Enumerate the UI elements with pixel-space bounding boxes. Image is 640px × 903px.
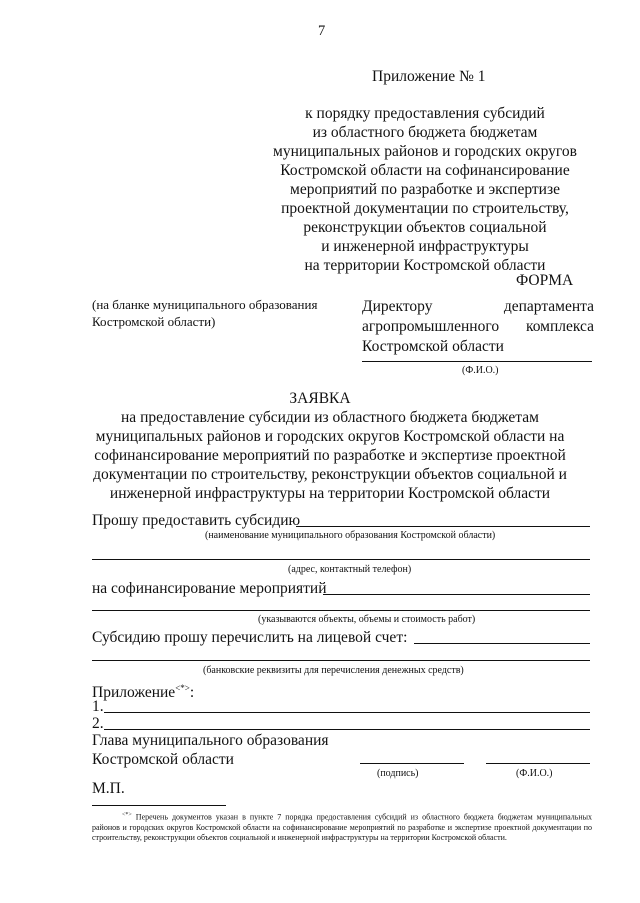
appendix-line: муниципальных районов и городских округов xyxy=(273,143,577,160)
account-label: Субсидию прошу перечислить на лицевой счет: xyxy=(92,629,408,646)
footnote-separator xyxy=(92,805,226,806)
footnote-mark: <*> xyxy=(122,812,132,818)
fio-caption: (Ф.И.О.) xyxy=(516,768,553,779)
account-field-2[interactable] xyxy=(92,660,590,661)
attachment-label xyxy=(92,679,194,702)
objects-caption: (указываются объекты, объемы и стоимость работ) xyxy=(258,614,476,625)
head-line: Глава муниципального образования xyxy=(92,732,329,749)
appendix-line: из областного бюджета бюджетам xyxy=(312,124,538,141)
signature-caption: (подпись) xyxy=(377,768,419,779)
cofinancing-label: на софинансирование мероприятий xyxy=(92,580,327,597)
appendix-line: и инженерной инфраструктуры xyxy=(321,238,529,255)
attachment-mark: <*> xyxy=(175,683,190,693)
letterhead-note xyxy=(92,296,317,330)
letterhead-line: (на бланке муниципального образования xyxy=(92,297,318,312)
address-field[interactable] xyxy=(92,559,590,560)
addressee-block xyxy=(362,297,594,356)
addressee-director: Директору xyxy=(362,298,433,315)
application-line: документации по строительству, реконструкции объектов социальной и xyxy=(93,466,567,483)
application-text xyxy=(60,408,600,503)
appendix-text xyxy=(260,104,590,275)
application-line: софинансирование мероприятий по разработке и экспертизе проектной xyxy=(94,447,566,464)
municipality-field[interactable] xyxy=(296,526,590,527)
appendix-line: Костромской области на софинансирование xyxy=(280,162,570,179)
addressee-region: Костромской области xyxy=(362,338,504,355)
cofinancing-field-2[interactable] xyxy=(92,610,590,611)
appendix-line: реконструкции объектов социальной xyxy=(303,219,547,236)
head-title xyxy=(92,731,329,769)
attachment-field-2[interactable] xyxy=(104,729,590,730)
footnote-text: Перечень документов указан в пункте 7 порядка предоставления субсидий из областного бюджета бюджетам муниципальных районов и городских округов Костромской области на софинансирование мероприятий по разработке и экспертизе проектной документации по строительству, реконструкции объектов социальной и инженерной инфраструктуры на территории Костромской области. xyxy=(92,812,593,842)
addressee-complex: комплекса xyxy=(525,318,594,335)
seal-label: М.П. xyxy=(92,780,125,797)
appendix-title: Приложение № 1 xyxy=(372,68,486,85)
cofinancing-field[interactable] xyxy=(323,594,590,595)
attachment-text: Приложение xyxy=(92,684,176,702)
addressee-fio-line xyxy=(362,361,592,362)
appendix-line: мероприятий по разработке и экспертизе xyxy=(290,181,560,198)
page-number: 7 xyxy=(318,23,326,39)
addressee-row xyxy=(362,297,594,316)
addressee-fio-caption: (Ф.И.О.) xyxy=(462,365,499,376)
addressee-department: департамента xyxy=(503,298,594,315)
municipality-caption: (наименование муниципального образования Костромской области) xyxy=(205,530,496,541)
addressee-row xyxy=(362,317,594,336)
form-label: ФОРМА xyxy=(516,272,574,289)
bank-caption: (банковские реквизиты для перечисления денежных средств) xyxy=(203,665,464,676)
signature-field[interactable] xyxy=(360,763,464,764)
head-line: Костромской области xyxy=(92,751,234,768)
fio-field[interactable] xyxy=(486,763,590,764)
appendix-line: проектной документации по строительству, xyxy=(281,200,569,217)
appendix-line: к порядку предоставления субсидий xyxy=(305,105,545,122)
attachment-field-1[interactable] xyxy=(104,712,590,713)
application-line: на предоставление субсидии из областного бюджета бюджетам xyxy=(121,409,539,426)
appendix-line: на территории Костромской области xyxy=(304,257,546,274)
application-title: ЗАЯВКА xyxy=(289,390,351,407)
letterhead-line: Костромской области) xyxy=(92,314,216,329)
application-line: муниципальных районов и городских округов Костромской области на xyxy=(95,428,565,445)
addressee-agro: агропромышленного xyxy=(362,318,500,335)
footnote xyxy=(92,810,592,843)
attachment-colon: : xyxy=(189,684,195,702)
address-caption: (адрес, контактный телефон) xyxy=(288,564,412,575)
request-label: Прошу предоставить субсидию xyxy=(92,512,301,529)
attachment-item-1: 1. xyxy=(92,698,104,715)
application-line: инженерной инфраструктуры на территории Костромской области xyxy=(109,485,551,502)
attachment-item-2: 2. xyxy=(92,715,104,732)
account-field[interactable] xyxy=(414,643,590,644)
